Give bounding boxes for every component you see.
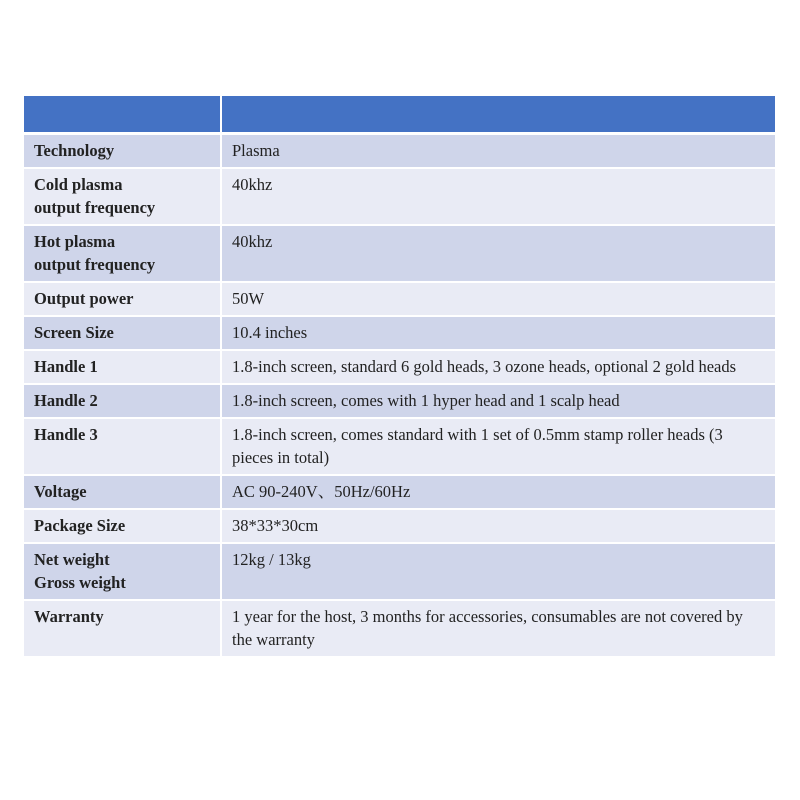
row-label: Handle 2	[24, 385, 222, 419]
table-row	[24, 385, 775, 419]
row-value: AC 90-240V、50Hz/60Hz	[222, 476, 775, 510]
table-row	[24, 226, 775, 283]
spec-sheet	[24, 96, 775, 658]
table-row	[24, 476, 775, 510]
header-cell-parameter	[24, 96, 222, 135]
row-label: Handle 3	[24, 419, 222, 476]
table-row	[24, 351, 775, 385]
row-value: 1.8-inch screen, comes with 1 hyper head and 1 scalp head	[222, 385, 775, 419]
row-value: 1.8-inch screen, comes standard with 1 set of 0.5mm stamp roller heads (3 pieces in total)	[222, 419, 775, 476]
row-label: Voltage	[24, 476, 222, 510]
row-label: Net weight Gross weight	[24, 544, 222, 601]
row-value: 1 year for the host, 3 months for accessories, consumables are not covered by the warranty	[222, 601, 775, 658]
table-row	[24, 510, 775, 544]
spec-table	[24, 96, 775, 658]
row-label: Output power	[24, 283, 222, 317]
row-label: Hot plasma output frequency	[24, 226, 222, 283]
row-value: 1.8-inch screen, standard 6 gold heads, 3 ozone heads, optional 2 gold heads	[222, 351, 775, 385]
row-value: 40khz	[222, 169, 775, 226]
row-label: Handle 1	[24, 351, 222, 385]
row-value: 38*33*30cm	[222, 510, 775, 544]
table-header-row	[24, 96, 775, 135]
row-label: Cold plasma output frequency	[24, 169, 222, 226]
row-label: Package Size	[24, 510, 222, 544]
row-value: 10.4 inches	[222, 317, 775, 351]
row-value: 50W	[222, 283, 775, 317]
header-cell-specification	[222, 96, 775, 135]
row-label: Technology	[24, 135, 222, 169]
row-value: 40khz	[222, 226, 775, 283]
table-row	[24, 283, 775, 317]
row-value: Plasma	[222, 135, 775, 169]
table-row	[24, 544, 775, 601]
table-row	[24, 135, 775, 169]
table-row	[24, 601, 775, 658]
row-label: Screen Size	[24, 317, 222, 351]
table-row	[24, 419, 775, 476]
table-row	[24, 169, 775, 226]
table-row	[24, 317, 775, 351]
row-label: Warranty	[24, 601, 222, 658]
row-value: 12kg / 13kg	[222, 544, 775, 601]
